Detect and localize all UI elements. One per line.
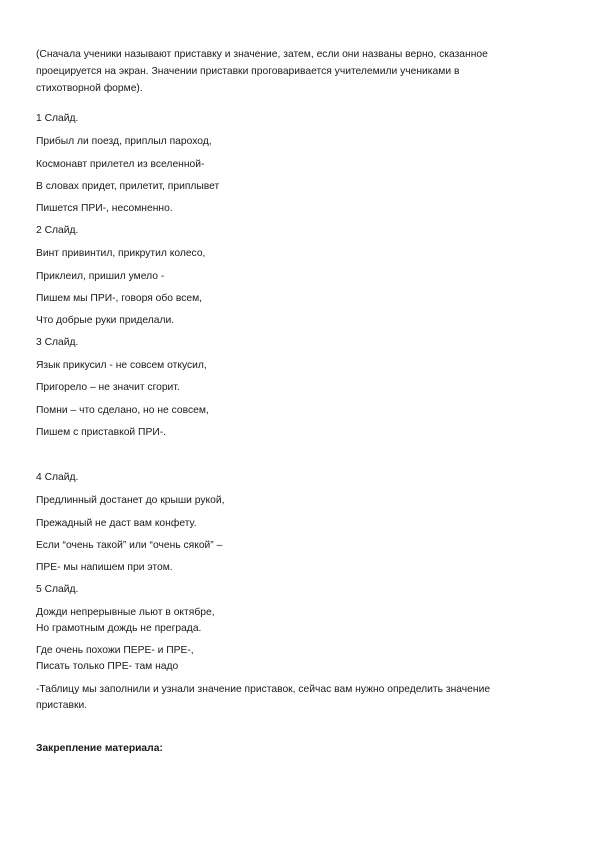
poem-line: Пишем мы ПРИ-, говоря обо всем, <box>36 293 203 304</box>
slide-1-label: 1 Слайд. <box>36 113 79 124</box>
slide-5-label: 5 Слайд. <box>36 584 79 595</box>
poem-line: Прибыл ли поезд, приплыл пароход, <box>36 136 212 147</box>
poem-line: В словах придет, прилетит, приплывет <box>36 181 220 192</box>
poem-line: Дожди непрерывные льют в октябре, <box>36 607 215 618</box>
conclusion-line: -Таблицу мы заполнили и узнали значение приставок, сейчас вам нужно определить значение <box>36 684 491 695</box>
poem-line: Предлинный достанет до крыши рукой, <box>36 495 225 506</box>
poem-line: Но грамотным дождь не преграда. <box>36 623 202 634</box>
poem-line: Где очень похожи ПЕРЕ- и ПРЕ-, <box>36 645 194 656</box>
section-heading: Закрепление материала: <box>36 743 163 754</box>
poem-line: Писать только ПРЕ- там надо <box>36 661 179 672</box>
poem-line: Если “очень такой” или “очень сякой” – <box>36 540 223 551</box>
poem-line: ПРЕ- мы напишем при этом. <box>36 562 173 573</box>
poem-line: Пишется ПРИ-, несомненно. <box>36 203 173 214</box>
poem-line: Язык прикусил - не совсем откусил, <box>36 360 207 371</box>
poem-line: Помни – что сделано, но не совсем, <box>36 405 209 416</box>
poem-line: Пригорело – не значит сгорит. <box>36 382 180 393</box>
slide-3-label: 3 Слайд. <box>36 337 79 348</box>
intro-paragraph: (Сначала ученики называют приставку и значение, затем, если они названы верно, сказанное проецируется на экран. Значении приставки проговаривается учителемили учениками в стихотворной форме). <box>36 49 488 94</box>
slide-4-label: 4 Слайд. <box>36 472 79 483</box>
poem-line: Что добрые руки приделали. <box>36 315 175 326</box>
conclusion-line: приставки. <box>36 700 88 711</box>
poem-line: Пишем с приставкой ПРИ-. <box>36 427 167 438</box>
poem-line: Прежадный не даст вам конфету. <box>36 518 197 529</box>
poem-line: Космонавт прилетел из вселенной- <box>36 159 205 170</box>
slide-2-label: 2 Слайд. <box>36 225 79 236</box>
poem-line: Приклеил, пришил умело - <box>36 271 165 282</box>
poem-line: Винт привинтил, прикрутил колесо, <box>36 248 206 259</box>
